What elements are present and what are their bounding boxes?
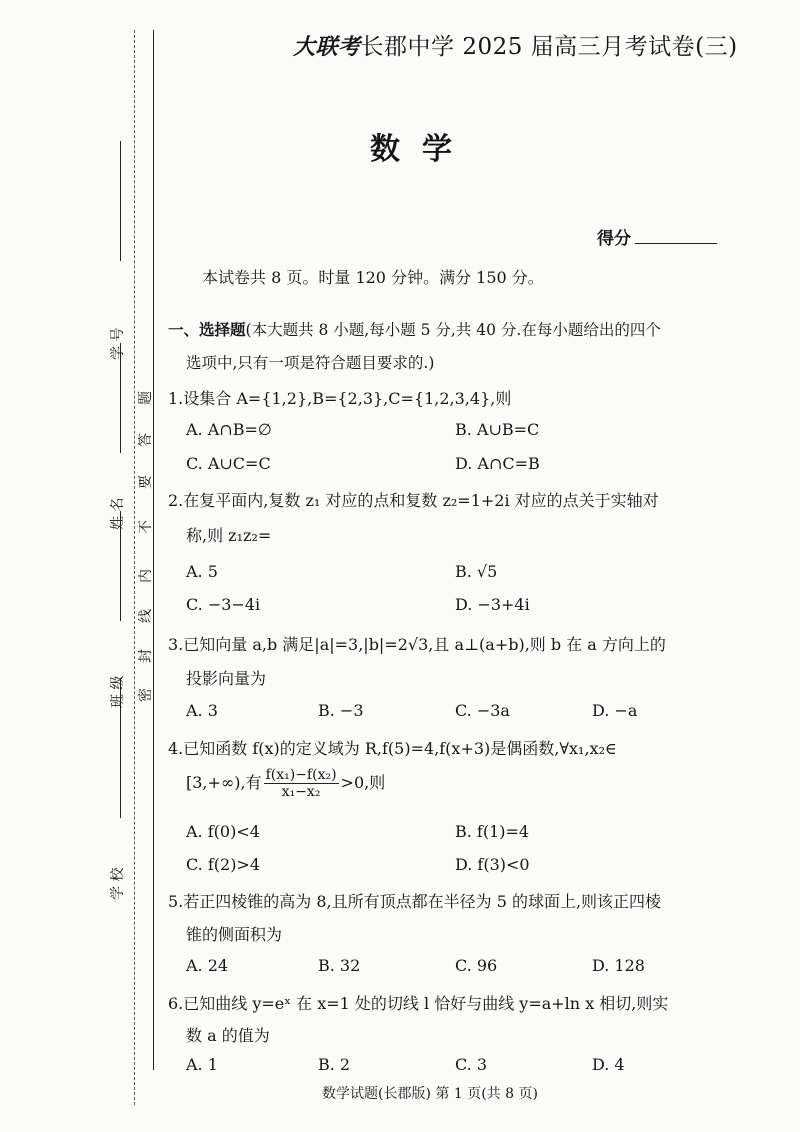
q4-interval: [3,+∞),有 — [186, 773, 262, 792]
section-label: 一、选择题 — [168, 321, 246, 339]
exam-title: 长郡中学 2025 届高三月考试卷(三) — [360, 34, 738, 60]
seal-char: 密 — [138, 688, 154, 702]
margin-rule — [153, 30, 154, 1070]
class-field[interactable] — [109, 581, 125, 621]
student-id-field[interactable] — [109, 221, 125, 261]
seal-char: 封 — [138, 649, 154, 663]
exam-header — [293, 28, 738, 61]
question-5-stem-cont: 锥的侧面积为 — [186, 925, 283, 944]
q5-option-d[interactable]: D. 128 — [592, 956, 645, 975]
class-label: 班 级 — [110, 675, 126, 708]
q6-option-a[interactable]: A. 1 — [186, 1055, 218, 1074]
section-desc: (本大题共 8 小题,每小题 5 分,共 40 分.在每小题给出的四个 — [245, 321, 661, 339]
question-4-stem: 4.已知函数 f(x)的定义域为 R,f(5)=4,f(x+3)是偶函数,∀x₁,x₂∈ — [168, 739, 617, 758]
q5-option-a[interactable]: A. 24 — [186, 956, 229, 975]
seal-char: 答 — [138, 433, 154, 447]
q3-option-c[interactable]: C. −3a — [455, 701, 510, 720]
page-footer: 数学试题(长郡版) 第 1 页(共 8 页) — [322, 1086, 538, 1102]
section-desc-cont: 选项中,只有一项是符合题目要求的.) — [186, 354, 435, 372]
seal-char: 题 — [138, 391, 154, 405]
q1-option-d[interactable]: D. A∩C=B — [455, 454, 540, 473]
score-label: 得分 — [597, 229, 631, 249]
name-field[interactable] — [109, 413, 125, 453]
brand-logo-text: 大联考 — [293, 35, 361, 60]
section-heading — [168, 318, 661, 340]
name-label: 姓 名 — [110, 497, 126, 530]
q6-option-d[interactable]: D. 4 — [592, 1055, 625, 1074]
question-5-stem: 5.若正四棱锥的高为 8,且所有顶点都在半径为 5 的球面上,则该正四棱 — [168, 892, 662, 911]
q4-option-c[interactable]: C. f(2)>4 — [186, 855, 261, 874]
school-field[interactable] — [109, 778, 125, 818]
q2-option-c[interactable]: C. −3−4i — [186, 595, 261, 614]
q3-option-d[interactable]: D. −a — [592, 701, 638, 720]
seal-char: 线 — [138, 609, 154, 623]
question-3-stem: 3.已知向量 a,b 满足|a|=3,|b|=2√3,且 a⊥(a+b),则 b 在 a 方向上的 — [168, 635, 666, 654]
question-2-stem: 2.在复平面内,复数 z₁ 对应的点和复数 z₂=1+2i 对应的点关于实轴对 — [168, 491, 659, 510]
q1-option-c[interactable]: C. A∪C=C — [186, 454, 271, 473]
q2-option-d[interactable]: D. −3+4i — [455, 595, 530, 614]
question-6-stem-cont: 数 a 的值为 — [186, 1026, 270, 1045]
question-1-stem: 1.设集合 A={1,2},B={2,3},C={1,2,3,4},则 — [168, 389, 512, 408]
q2-option-b[interactable]: B. √5 — [455, 562, 498, 581]
q4-fraction-denominator: x₁−x₂ — [281, 784, 321, 800]
q4-option-d[interactable]: D. f(3)<0 — [455, 855, 530, 874]
exam-intro: 本试卷共 8 页。时量 120 分钟。满分 150 分。 — [202, 268, 544, 287]
q4-fraction-numerator: f(x₁)−f(x₂) — [265, 767, 337, 783]
student-id-label: 学 号 — [110, 327, 126, 360]
q4-fraction — [264, 767, 339, 800]
seal-char: 内 — [138, 569, 154, 583]
q1-option-a[interactable]: A. A∩B=∅ — [186, 420, 272, 439]
q5-option-c[interactable]: C. 96 — [455, 956, 498, 975]
q2-option-a[interactable]: A. 5 — [186, 562, 218, 581]
question-3-stem-cont: 投影向量为 — [186, 669, 267, 688]
score-blank[interactable] — [635, 243, 717, 244]
q5-option-b[interactable]: B. 32 — [318, 956, 361, 975]
q1-option-b[interactable]: B. A∪B=C — [455, 420, 540, 439]
q3-option-b[interactable]: B. −3 — [318, 701, 364, 720]
seal-char: 要 — [138, 475, 154, 489]
q6-option-c[interactable]: C. 3 — [455, 1055, 488, 1074]
school-label: 学 校 — [110, 867, 126, 900]
q6-option-b[interactable]: B. 2 — [318, 1055, 351, 1074]
q3-option-a[interactable]: A. 3 — [186, 701, 218, 720]
question-4-stem-cont — [186, 767, 385, 800]
seal-char: 不 — [138, 520, 154, 534]
q4-condition: >0,则 — [340, 773, 386, 792]
q4-option-b[interactable]: B. f(1)=4 — [455, 822, 530, 841]
subject-title: 数学 — [370, 132, 474, 167]
question-6-stem: 6.已知曲线 y=eˣ 在 x=1 处的切线 l 恰好与曲线 y=a+ln x 相切,则实 — [168, 994, 669, 1013]
q4-option-a[interactable]: A. f(0)<4 — [186, 822, 260, 841]
question-2-stem-cont: 称,则 z₁z₂= — [186, 526, 272, 545]
score-box — [597, 224, 717, 249]
